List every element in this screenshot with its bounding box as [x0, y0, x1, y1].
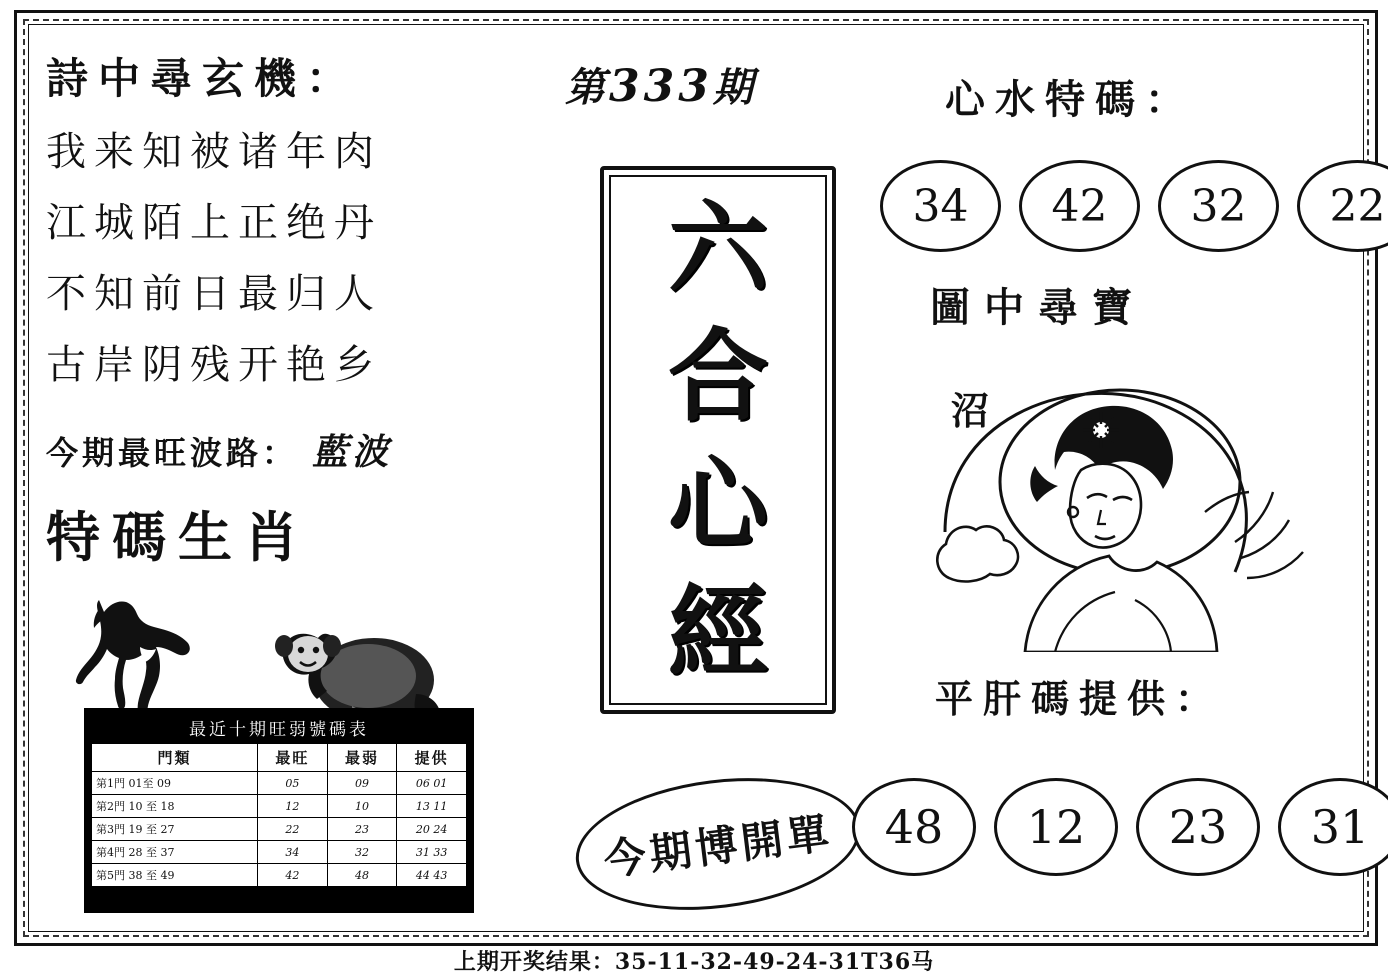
- illustration-mark: 沼: [951, 388, 990, 433]
- row-hot: 34: [258, 841, 328, 864]
- main-title-char-4: 經: [668, 573, 768, 691]
- row-cold: 10: [327, 795, 397, 818]
- last-draw-result: 上期开奖结果：35-11-32-49-24-31T36马: [453, 949, 935, 975]
- wave-value: 藍波: [312, 431, 393, 473]
- col-hot: 最旺: [258, 744, 328, 772]
- col-provide: 提供: [397, 744, 467, 772]
- row-cold: 09: [327, 772, 397, 795]
- row-hot: 42: [258, 864, 328, 887]
- row-hot: 05: [258, 772, 328, 795]
- table-caption: 最近十期旺弱號碼表: [189, 720, 369, 740]
- row-provide: 06 01: [397, 772, 467, 795]
- issue-label: [565, 56, 757, 113]
- number-ball: 12: [994, 778, 1118, 876]
- wave-label: 今期最旺波路：: [46, 434, 299, 472]
- row-category: 第3門 19 至 27: [92, 818, 258, 841]
- special-numbers-row: [880, 160, 1388, 252]
- row-provide: 20 24: [397, 818, 467, 841]
- row-provide: 31 33: [397, 841, 467, 864]
- treasure-subtitle: 圖中尋寶: [930, 284, 1146, 331]
- left-column: [46, 46, 516, 754]
- banner-text: 今期博開單: [601, 808, 836, 885]
- row-category: 第4門 28 至 37: [92, 841, 258, 864]
- col-cold: 最弱: [327, 744, 397, 772]
- provide-label: 平肝碼提供：: [935, 676, 1224, 721]
- number-ball: 32: [1158, 160, 1279, 252]
- numbers-table: [91, 743, 467, 887]
- row-cold: 32: [327, 841, 397, 864]
- number-ball: 34: [880, 160, 1001, 252]
- number-ball: 23: [1136, 778, 1260, 876]
- main-title: [604, 170, 832, 710]
- row-category: 第5門 38 至 49: [92, 864, 258, 887]
- row-hot: 12: [258, 795, 328, 818]
- main-title-char-2: 合: [668, 317, 768, 435]
- row-cold: 48: [327, 864, 397, 887]
- row-category: 第2門 10 至 18: [92, 795, 258, 818]
- number-ball: 31: [1278, 778, 1388, 876]
- poem-line-1: 我来知被诸年肉: [46, 129, 382, 175]
- provide-numbers-row: [852, 778, 1388, 876]
- row-cold: 23: [327, 818, 397, 841]
- special-numbers-title: 心水特碼：: [945, 76, 1195, 123]
- lady-illustration: [905, 352, 1325, 652]
- table-row: [92, 841, 467, 864]
- numbers-table-panel: [84, 708, 474, 913]
- main-title-box: [600, 166, 836, 714]
- table-row: [92, 864, 467, 887]
- number-ball: 22: [1297, 160, 1388, 252]
- issue-number: 333: [609, 61, 713, 112]
- main-title-char-1: 六: [668, 189, 768, 307]
- table-row: [92, 795, 467, 818]
- number-ball: 42: [1019, 160, 1140, 252]
- poem-line-3: 不知前日最归人: [46, 271, 382, 317]
- issue-suffix: 期: [712, 64, 757, 111]
- number-ball: 48: [852, 778, 976, 876]
- poem-line-2: 江城陌上正绝丹: [46, 200, 382, 246]
- row-provide: 44 43: [397, 864, 467, 887]
- table-row: [92, 772, 467, 795]
- table-row: [92, 818, 467, 841]
- wave-row: [46, 424, 516, 475]
- col-category: 門類: [92, 744, 258, 772]
- row-hot: 22: [258, 818, 328, 841]
- poem-line-4: 古岸阴残开艳乡: [46, 342, 382, 388]
- main-title-char-3: 心: [668, 445, 768, 563]
- zodiac-title: 特碼生肖: [46, 505, 310, 569]
- issue-prefix: 第: [565, 64, 609, 111]
- poem-title: 詩中尋玄機：: [46, 54, 359, 103]
- row-category: 第1門 01至 09: [92, 772, 258, 795]
- row-provide: 13 11: [397, 795, 467, 818]
- table-header-row: [92, 744, 467, 772]
